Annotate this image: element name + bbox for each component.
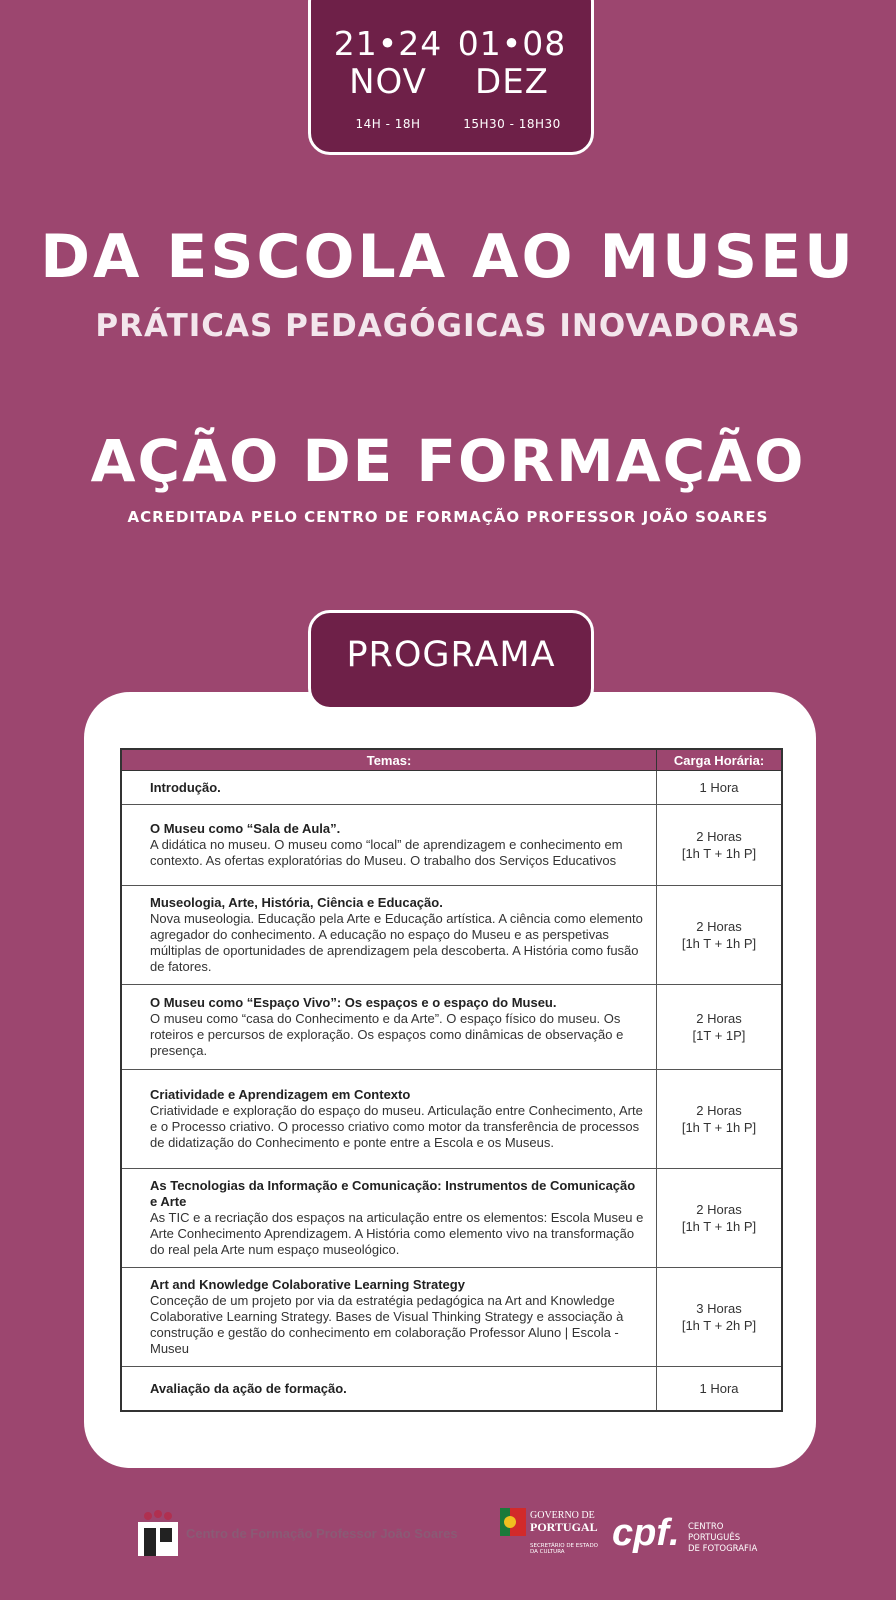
row-hours: 3 Horas (696, 1301, 742, 1317)
row-title: O Museu como “Espaço Vivo”: Os espaços e o espaço do Museu. (150, 995, 557, 1011)
date-days: 21•24 (333, 24, 443, 63)
page-title: DA ESCOLA AO MUSEU (40, 222, 856, 292)
row-split: [1h T + 2h P] (681, 1318, 757, 1334)
date-month: DEZ (475, 62, 549, 102)
date-box (308, 0, 594, 155)
row-hours: 2 Horas (696, 1202, 742, 1218)
table-row (121, 985, 782, 1070)
row-title: Avaliação da ação de formação. (150, 1380, 347, 1396)
row-hours: 2 Horas (696, 919, 742, 935)
row-split: [1h T + 1h P] (681, 846, 757, 862)
action-title: AÇÃO DE FORMAÇÃO (90, 427, 806, 495)
row-description: As TIC e a recriação dos espaços na articulação entre os elementos: Escola Museu e Arte Conhecimento Aprendizagem. A História como elemento vivo na transformação do real pela Arte num espaço museológico. (150, 1210, 644, 1258)
row-hours: 2 Horas (696, 1011, 742, 1027)
date-block-nov (333, 24, 443, 131)
cf-name: Centro de Formação Professor João Soares (186, 1526, 458, 1541)
table-row (121, 1268, 782, 1367)
program-table (120, 748, 783, 1412)
date-days: 01•08 (457, 24, 567, 63)
row-hours: 1 Hora (699, 780, 739, 796)
gov-line2: PORTUGAL (530, 1520, 598, 1534)
row-title: Art and Knowledge Colaborative Learning Strategy (150, 1277, 465, 1293)
date-hours: 15H30 - 18H30 (463, 117, 561, 131)
program-tab (308, 610, 594, 710)
program-label: PROGRAMA (346, 635, 556, 675)
column-header-temas: Temas: (121, 749, 657, 771)
row-hours: 1 Hora (699, 1381, 739, 1396)
table-row (121, 771, 782, 805)
cpf-name-line: PORTUGUÊS (688, 1533, 741, 1543)
row-description: Nova museologia. Educação pela Arte e Educação artística. A ciência como elemento agregador do conhecimento. A educação no espaço do Museu e as perspetivas múltiplas de oportunidades de aprendizagem pela descoberta. A História como fusão de fatores. (150, 911, 643, 975)
row-description: Conceção de um projeto por via da estratégia pedagógica na Art and Knowledge Colaborative Learning Strategy. Bases de Visual Thinking Strategy e associação à construção e gestão do conhecimento em colaboração Professor Aluno | Escola - Museu (150, 1293, 624, 1357)
date-hours: 14H - 18H (355, 117, 421, 131)
date-month: NOV (349, 62, 427, 102)
cpf-name (688, 1522, 757, 1555)
row-hours: 2 Horas (696, 829, 742, 845)
portugal-flag-icon (500, 1508, 526, 1536)
row-description: Criatividade e exploração do espaço do museu. Articulação entre Conhecimento, Arte e o Processo criativo. O processo criativo como motor da transferência de processos de didatização do Conhecimento e ponte entre a Escola e os Museus. (150, 1103, 643, 1151)
date-block-dez (453, 24, 571, 131)
page-subtitle: PRÁTICAS PEDAGÓGICAS INOVADORAS (95, 308, 801, 344)
row-split: [1h T + 1h P] (681, 936, 757, 952)
cpf-name-line: DE FOTOGRAFIA (688, 1544, 758, 1554)
table-row (121, 886, 782, 985)
table-row (121, 1070, 782, 1169)
cf-logo-icon (134, 1508, 182, 1558)
row-split: [1T + 1P] (692, 1028, 746, 1044)
action-subtitle: ACREDITADA PELO CENTRO DE FORMAÇÃO PROFESSOR JOÃO SOARES (127, 508, 769, 526)
row-split: [1h T + 1h P] (681, 1219, 757, 1235)
gov-line1: GOVERNO DE (530, 1510, 595, 1521)
row-title: Museologia, Arte, História, Ciência e Educação. (150, 895, 443, 911)
table-row (121, 1169, 782, 1268)
row-title: O Museu como “Sala de Aula”. (150, 821, 341, 837)
table-row (121, 805, 782, 886)
cpf-name-line: CENTRO (688, 1522, 724, 1532)
table-row (121, 1367, 782, 1411)
row-title: Introdução. (150, 779, 221, 795)
row-description: O museu como “casa do Conhecimento e da Arte”. O espaço físico do museu. Os roteiros e percursos de exploração. Os espaços como dinâmicas de observação e presença. (150, 1011, 624, 1059)
row-description: A didática no museu. O museu como “local” de aprendizagem e conhecimento em contexto. As ofertas exploratórias do Museu. O trabalho dos Serviços Educativos (150, 837, 623, 869)
row-hours: 2 Horas (696, 1103, 742, 1119)
column-header-carga: Carga Horária: (657, 749, 783, 771)
gov-line3: SECRETÁRIO DE ESTADO DA CULTURA (530, 1543, 599, 1555)
row-split: [1h T + 1h P] (681, 1120, 757, 1136)
row-title: As Tecnologias da Informação e Comunicação: Instrumentos de Comunicação e Arte (150, 1178, 636, 1210)
cpf-logo: cpf. (612, 1512, 680, 1554)
row-title: Criatividade e Aprendizagem em Contexto (150, 1087, 411, 1103)
